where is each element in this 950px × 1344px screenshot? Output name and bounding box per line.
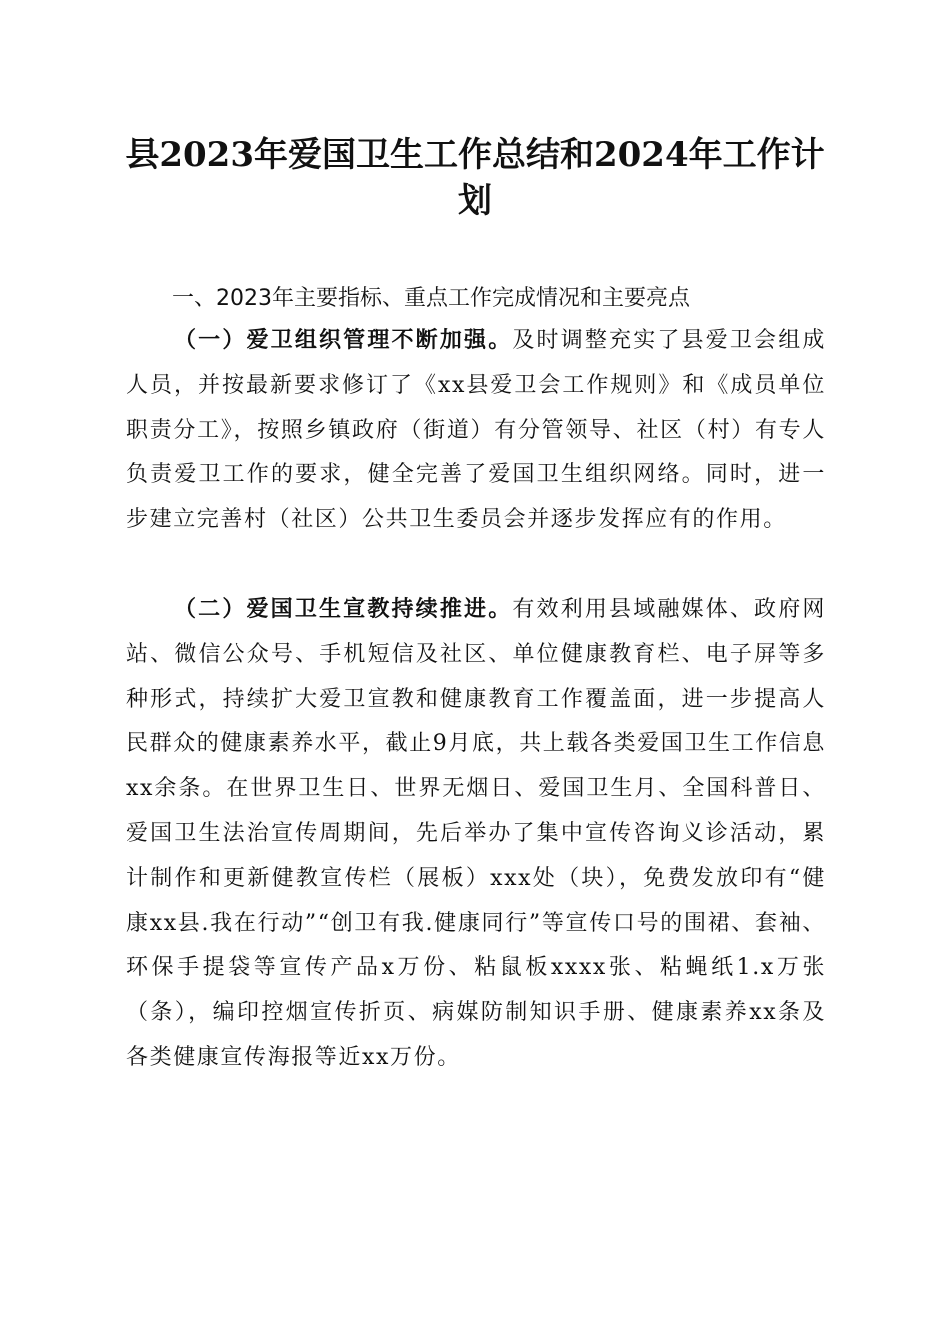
paragraph-organization-management — [126, 318, 826, 543]
paragraph-body: 及时调整充实了县爱卫会组成人员，并按最新要求修订了《xx县爱卫会工作规则》和《成员单位职责分工》，按照乡镇政府（街道）有分管领导、社区（村）有专人负责爱卫工作的要求，健全完善了爱国卫生组织网络。同时，进一步建立完善村（社区）公共卫生委员会并逐步发挥应有的作用。 — [126, 328, 826, 533]
paragraph-health-education — [126, 587, 826, 1081]
paragraph-body: 有效利用县域融媒体、政府网站、微信公众号、手机短信及社区、单位健康教育栏、电子屏等多种形式，持续扩大爱卫宣教和健康教育工作覆盖面，进一步提高人民群众的健康素养水平，截止9月底，共上载各类爱国卫生工作信息xx余条。在世界卫生日、世界无烟日、爱国卫生月、全国科普日、爱国卫生法治宣传周期间，先后举办了集中宣传咨询义诊活动，累计制作和更新健教宣传栏（展板）xxx处（块），免费发放印有“健康xx县.我在行动”“创卫有我.健康同行”等宣传口号的围裙、套袖、环保手提袋等宣传产品x万份、粘鼠板xxxx张、粘蝇纸1.x万张（条），编印控烟宣传折页、病媒防制知识手册、健康素养xx条及各类健康宣传海报等近xx万份。 — [126, 597, 826, 1070]
section-heading: 一、2023年主要指标、重点工作完成情况和主要亮点 — [172, 286, 690, 311]
paragraph-lead: （一）爱卫组织管理不断加强。 — [174, 327, 513, 353]
document-title: 县2023年爱国卫生工作总结和2024年工作计划 — [125, 135, 825, 221]
paragraph-lead: （二）爱国卫生宣教持续推进。 — [174, 596, 513, 622]
